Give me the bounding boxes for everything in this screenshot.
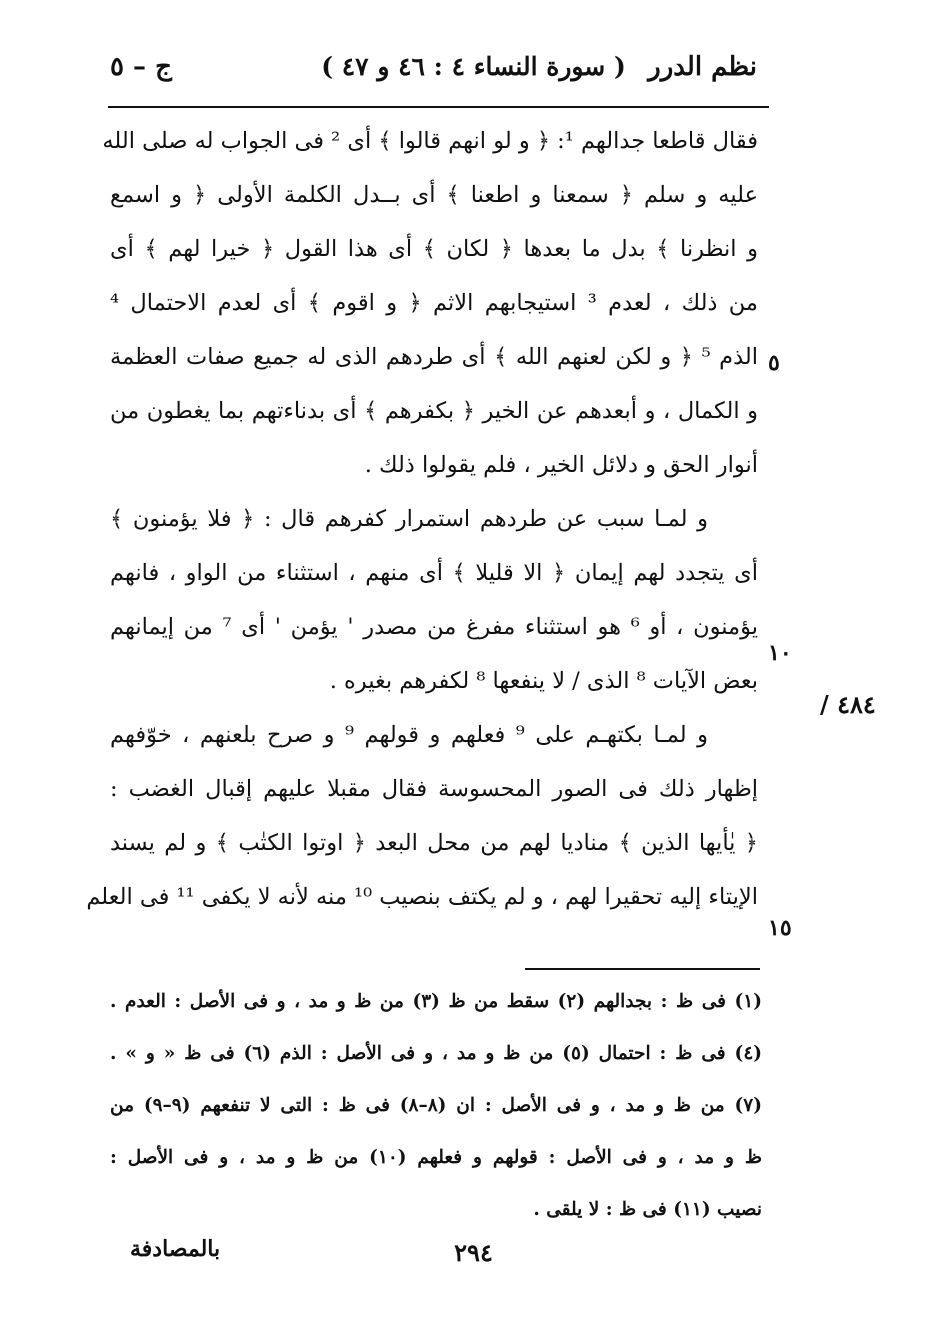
- header-rule: [108, 106, 769, 108]
- footnotes: [110, 976, 762, 1236]
- text-line: و لمـا سبب عن طردهم استمرار كفرهم قال : ﴿ فلا يؤمنون ﴾: [110, 506, 708, 532]
- footnote-line: (١) فى ظ : بجدالهم (٢) سقط من ظ (٣) من ظ و مد ، و فى الأصل : العدم .: [110, 991, 762, 1012]
- text-line: من ذلك ، لعدم ³ استيجابهم الاثم ﴿ و اقوم ﴾ أى لعدم الاحتمال ⁴: [110, 290, 758, 316]
- text-line: أى يتجدد لهم إيمان ﴿ الا قليلا ﴾ أى منهم ، استثناء من الواو ، فانهم: [110, 560, 758, 586]
- text-line: عليه و سلم ﴿ سمعنا و اطعنا ﴾ أى بــدل الكلمة الأولى ﴿ و اسمع: [110, 182, 758, 208]
- juz-label: ج – ٥: [110, 52, 172, 82]
- text-line: و لمـا بكتهـم على ⁹ فعلهم و قولهم ⁹ و صرح بلعنهم ، خوّفهم: [110, 722, 709, 748]
- main-text: [86, 114, 758, 924]
- text-line: الإيتاء إليه تحقيرا لهم ، و لم يكتف بنصيب ¹⁰ منه لأنه لا يكفى ¹¹ فى العلم: [86, 884, 758, 910]
- footnote-line: (٧) من ظ و مد ، و فى الأصل : ان (٨–٨) فى ظ : التى لا تنفعهم (٩–٩) من: [110, 1095, 762, 1116]
- line-number: ٥: [768, 350, 780, 376]
- text-line: ﴿ يٰأيها الذين ﴾ مناديا لهم من محل البعد ﴿ اوتوا الكتٰب ﴾ و لم يسند: [110, 830, 758, 856]
- line-number: ١٠: [768, 640, 792, 666]
- page-number: ٢٩٤: [454, 1238, 493, 1267]
- footnote-line: نصيب (١١) فى ظ : لا يلقى .: [533, 1199, 762, 1220]
- signature-stamp: بالمصادفة: [130, 1236, 221, 1262]
- surah-reference: ( سورة النساء ٤ : ٤٦ و ٤٧ ): [321, 52, 626, 81]
- text-line: يؤمنون ، أو ⁶ هو استثناء مفرغ من مصدر ' يؤمن ' أى ⁷ من إيمانهم: [110, 614, 758, 640]
- footnote-line: (٤) فى ظ : احتمال (٥) من ظ و مد ، و فى الأصل : الذم (٦) فى ظ « و » .: [110, 1043, 763, 1064]
- book-title: نظم الدرر: [648, 52, 757, 82]
- text-line: بعض الآيات ⁸ الذى / لا ينفعها ⁸ لكفرهم بغيره .: [329, 668, 758, 694]
- text-line: إظهار ذلك فى الصور المحسوسة فقال مقبلا عليهم إقبال الغضب :: [110, 776, 758, 802]
- text-line: و انظرنا ﴾ بدل ما بعدها ﴿ لكان ﴾ أى هذا القول ﴿ خيرا لهم ﴾ أى: [110, 236, 758, 262]
- text-line: أنوار الحق و دلائل الخير ، فلم يقولوا ذلك .: [364, 452, 758, 478]
- text-line: الذم ⁵ ﴿ و لكن لعنهم الله ﴾ أى طردهم الذى له جميع صفات العظمة: [110, 344, 758, 370]
- margin-page-marker: ٤٨٤ /: [820, 690, 876, 719]
- text-line: فقال قاطعا جدالهم ¹: ﴿ و لو انهم قالوا ﴾ أى ² فى الجواب له صلى الله: [102, 128, 758, 154]
- footnote-rule: [525, 968, 760, 970]
- text-line: و الكمال ، و أبعدهم عن الخير ﴿ بكفرهم ﴾ أى بدناءتهم بما يغطون من: [110, 398, 758, 424]
- line-number: ١٥: [768, 915, 792, 941]
- footnote-line: ظ و مد ، و فى الأصل : قولهم و فعلهم (١٠) من ظ و مد ، و فى الأصل :: [110, 1147, 762, 1168]
